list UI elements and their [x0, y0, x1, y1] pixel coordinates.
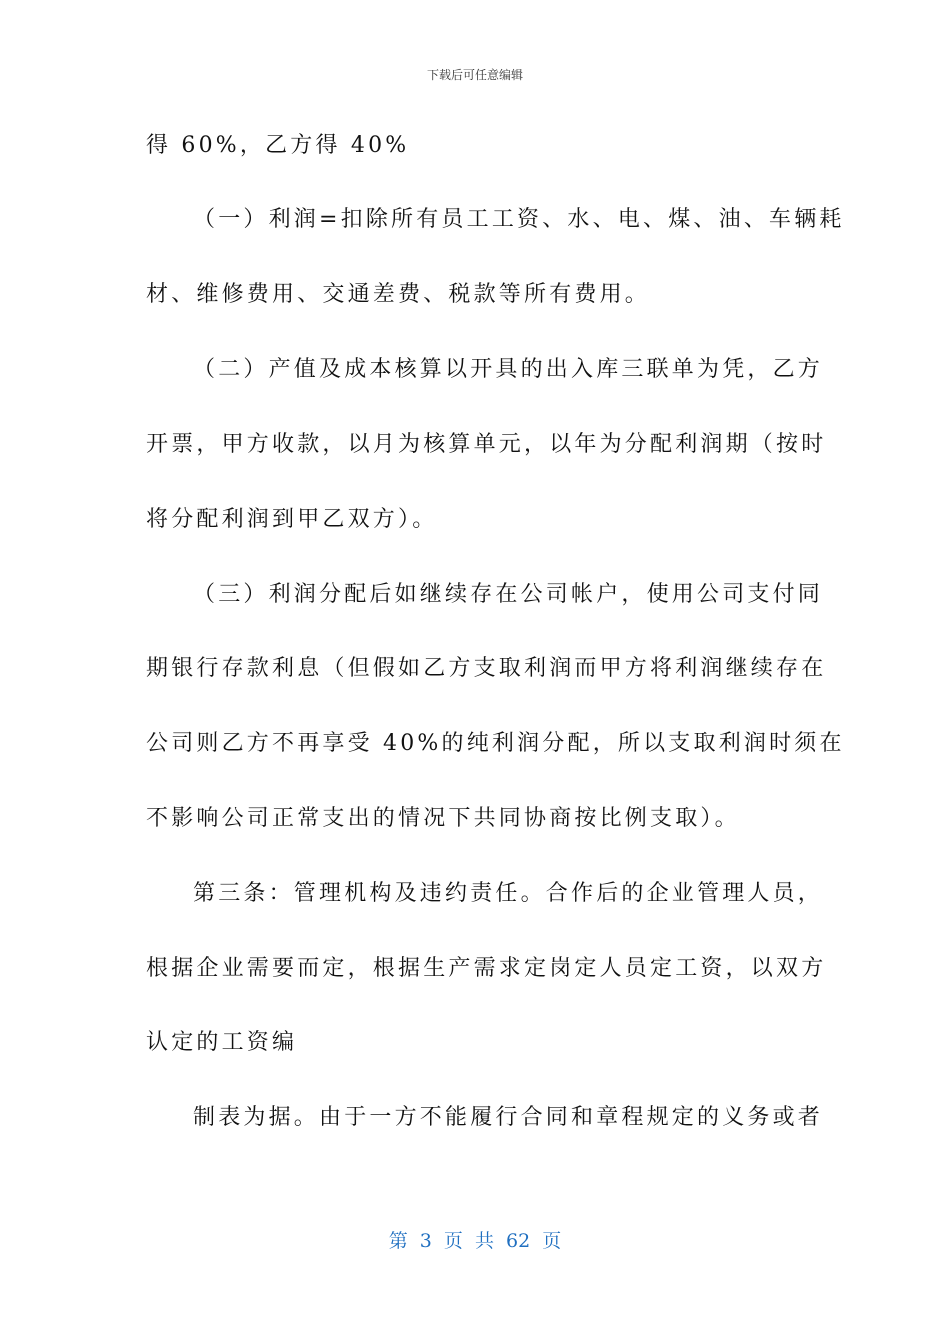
page-number: 第 3 页 共 62 页: [388, 1230, 562, 1252]
body-line: 公司则乙方不再享受 40%的纯利润分配，所以支取利润时须在: [146, 731, 845, 756]
body-line: 期银行存款利息（但假如乙方支取利润而甲方将利润继续存在: [146, 656, 827, 681]
body-line: 将分配利润到甲乙双方）。: [146, 507, 438, 532]
body-line: 制表为据。由于一方不能履行合同和章程规定的义务或者: [193, 1105, 824, 1130]
body-line: 认定的工资编: [146, 1030, 298, 1055]
body-line: 根据企业需要而定，根据生产需求定岗定人员定工资，以双方: [146, 956, 827, 981]
body-line: 得 60%，乙方得 40%: [146, 133, 410, 158]
body-line: （三）利润分配后如继续存在公司帐户，使用公司支付同: [193, 582, 824, 607]
body-line: 材、维修费用、交通差费、税款等所有费用。: [146, 282, 651, 307]
body-line: （二）产值及成本核算以开具的出入库三联单为凭，乙方: [193, 357, 824, 382]
body-line: 不影响公司正常支出的情况下共同协商按比例支取）。: [146, 806, 740, 831]
body-line: （一）利润=扣除所有员工工资、水、电、煤、油、车辆耗: [193, 207, 845, 232]
header-note: 下载后可任意编辑: [426, 68, 523, 82]
body-line: 开票，甲方收款，以月为核算单元，以年为分配利润期（按时: [146, 432, 827, 457]
body-line: 第三条：管理机构及违约责任。合作后的企业管理人员，: [193, 881, 824, 906]
